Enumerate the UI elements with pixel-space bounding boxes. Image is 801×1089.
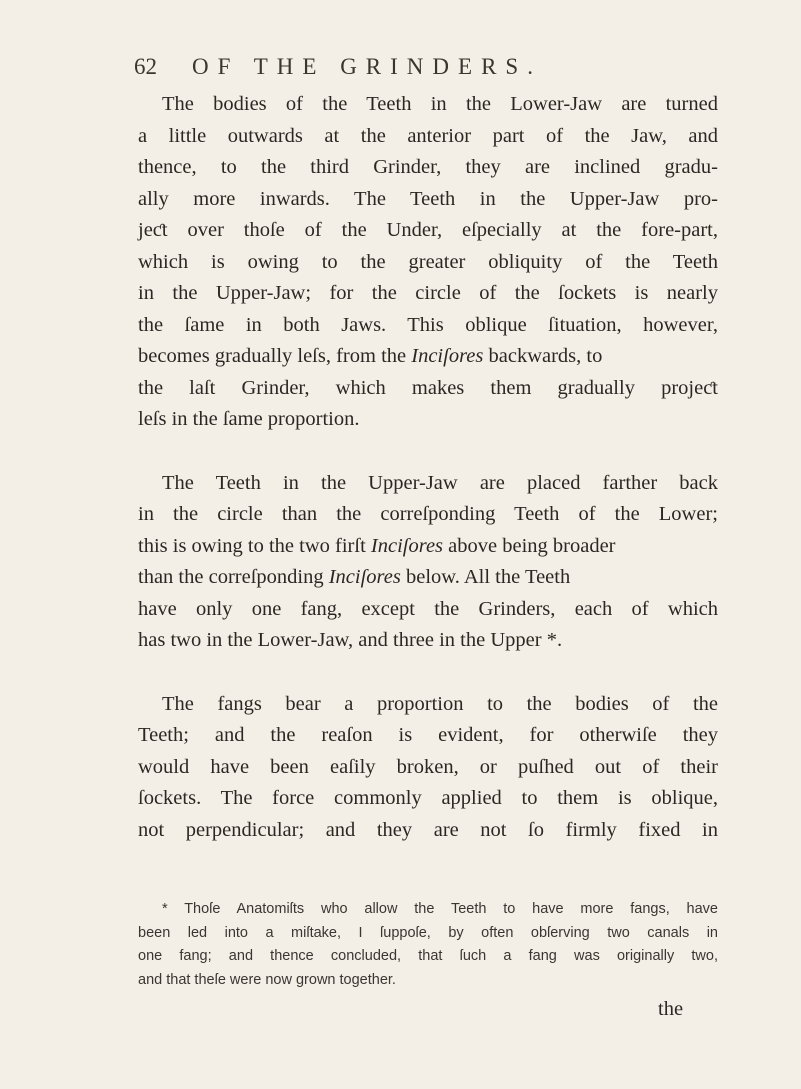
text-segment: below. All the Teeth (400, 566, 571, 588)
catchword: the (658, 998, 684, 1020)
running-head (134, 54, 714, 88)
italic-term: Inciſores (370, 534, 444, 557)
text-line: The Teeth in the Upper-Jaw are placed farther back (162, 471, 718, 494)
text-line: The fangs bear a proportion to the bodies of the (162, 692, 718, 715)
text-line (138, 341, 718, 373)
text-line (138, 562, 718, 594)
body-text (138, 89, 718, 846)
text-segment: above being broader (443, 534, 616, 557)
page-number: 62 (134, 54, 157, 79)
text-line: a little outwards at the anterior part of the Jaw, and (138, 124, 718, 147)
paragraph-break (138, 657, 718, 689)
footnote-line: * Thoſe Anatomiſts who allow the Teeth to have more fangs, have (162, 901, 718, 917)
italic-term: Inciſores (328, 566, 401, 588)
text-line: thence, to the third Grinder, they are inclined gradu- (138, 156, 718, 178)
text-line: the laſt Grinder, which makes them gradually projeƈt (138, 376, 718, 399)
text-line: have only one fang, except the Grinders, each of which (138, 597, 718, 620)
paragraph-break (138, 436, 718, 468)
italic-term: Inciſores (411, 345, 484, 367)
text-line: ally more inwards. The Teeth in the Upper-Jaw pro- (138, 187, 718, 210)
text-line: not perpendicular; and they are not ſo firmly fixed in (138, 818, 718, 841)
footnote-line: one fang; and thence concluded, that ſuch a fang was originally two, (138, 948, 718, 964)
text-line: which is owing to the greater obliquity of the Teeth (138, 250, 718, 273)
text-line: has two in the Lower-Jaw, and three in the Upper *. (138, 629, 563, 651)
text-line: leſs in the ſame proportion. (138, 408, 360, 430)
footnote-line: been led into a miſtake, I ſuppoſe, by often obſerving two canals in (138, 924, 718, 941)
text-segment: than the correſponding (138, 566, 324, 588)
text-line: jeƈt over thoſe of the Under, eſpecially at the fore-part, (138, 219, 718, 241)
text-segment: this is owing to the two firſt (138, 534, 366, 557)
text-line (138, 531, 718, 563)
chapter-title: OF THE GRINDERS. (192, 54, 542, 79)
text-line: would have been eaſily broken, or puſhed out of their (138, 755, 718, 778)
text-line: the ſame in both Jaws. This oblique ſituation, however, (138, 313, 718, 336)
text-line: in the Upper-Jaw; for the circle of the ſockets is nearly (138, 282, 718, 304)
footnote-line: and that theſe were now grown together. (138, 971, 396, 988)
text-line: ſockets. The force commonly applied to them is oblique, (138, 787, 718, 809)
text-line: Teeth; and the reaſon is evident, for otherwiſe they (138, 724, 718, 746)
text-segment: backwards, to (483, 345, 603, 367)
footnote (138, 898, 718, 992)
text-segment: becomes gradually leſs, from the (138, 345, 407, 367)
text-line: in the circle than the correſponding Teeth of the Lower; (138, 503, 718, 525)
text-line: The bodies of the Teeth in the Lower-Jaw are turned (162, 93, 718, 115)
